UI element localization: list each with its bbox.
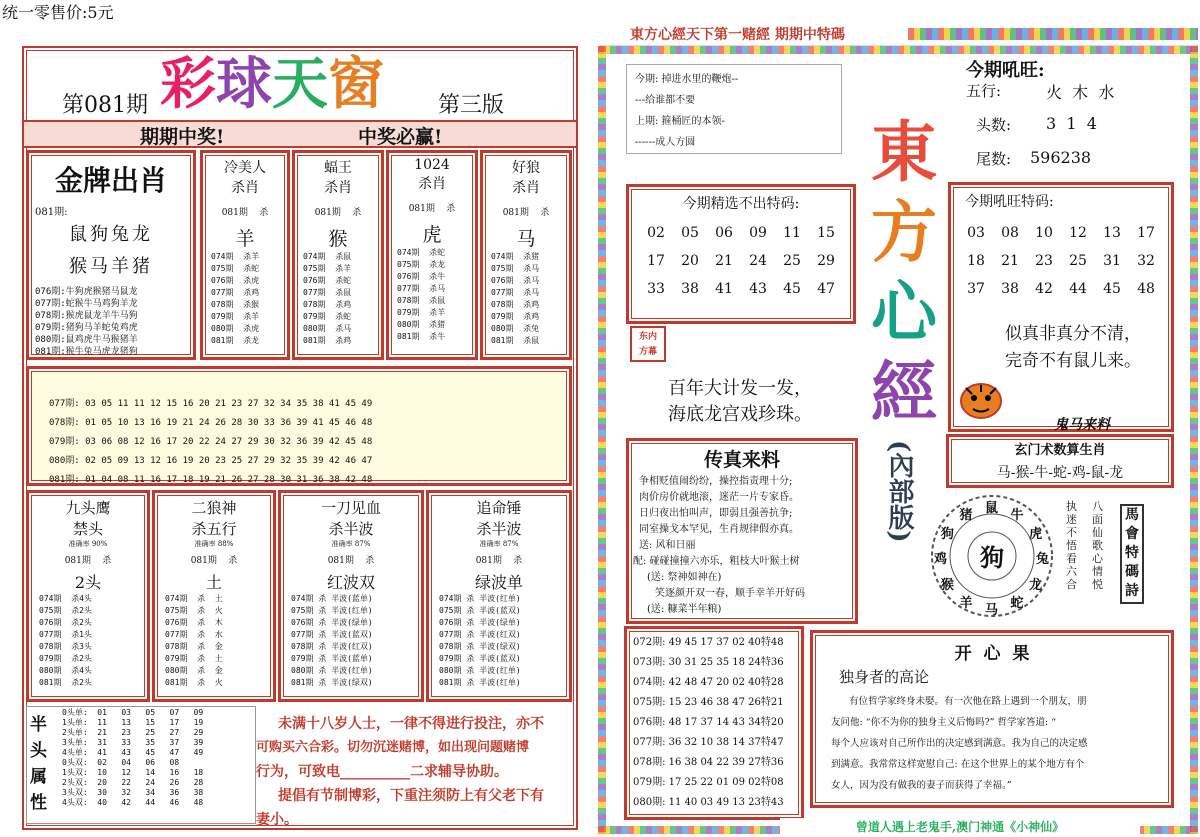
- number-cell: 25: [1069, 253, 1087, 269]
- mid-box-row: 081期 杀 半波(绿双): [291, 678, 373, 687]
- stamp: [630, 326, 666, 362]
- number-cell: 05: [681, 225, 699, 241]
- kill-box: [386, 150, 478, 360]
- banner-flowers: [908, 28, 1198, 40]
- prosper-verse-2: 完奇不有鼠儿来。: [1005, 351, 1141, 371]
- mid-box-rate: 准确率 90%: [68, 540, 108, 548]
- history-row: 076期: 48 17 37 14 43 34特20: [633, 717, 784, 728]
- no-special-grid: [639, 225, 843, 297]
- mid-box-row: 076期 杀2头: [39, 618, 92, 627]
- mid-box-title: 追命锤: [476, 499, 522, 517]
- number-cell: 45: [1103, 281, 1121, 297]
- side-verse-2: 八面仙歌心情悦: [1092, 500, 1103, 591]
- number-cell: 03: [967, 225, 985, 241]
- seal-stamp: 馬會特碼詩: [1120, 504, 1144, 604]
- kill-box-subtitle: 杀肖: [418, 176, 446, 192]
- numbers-box: [26, 366, 572, 486]
- mid-box-title: 一刀见血: [320, 499, 381, 517]
- mid-box-rate: 准确率 87%: [331, 540, 371, 548]
- attr-row: 4头单: 41 43 45 47 49: [62, 748, 204, 757]
- big-title-char: 東: [871, 113, 937, 191]
- kill-box-subtitle: 杀肖: [512, 180, 540, 196]
- kill-box-row: 078期 杀鸡: [491, 300, 540, 309]
- attr-row: 3头双: 30 32 34 36 38: [62, 788, 204, 797]
- fax-line: (送: 糠菜半年粮): [647, 604, 722, 615]
- wheel-animal: 兔: [1036, 552, 1050, 567]
- attr-rows: [62, 708, 252, 808]
- kill-box: [292, 150, 384, 360]
- kill-box-row: 075期 杀龙: [397, 260, 446, 269]
- kill-box-row: 077期 杀马: [491, 288, 540, 297]
- kill-box-period: 081期 杀: [314, 208, 362, 218]
- warning-line: 行为，可致电__________二求辅导协助。: [256, 764, 508, 780]
- kill-box-row: 081期 杀鼠: [491, 336, 540, 345]
- gold-line-2: 猴马羊猪: [69, 256, 153, 277]
- mid-box-period: 081期 杀: [64, 556, 112, 566]
- mid-box-row: 080期 杀4头: [39, 666, 92, 675]
- number-cell: 32: [1137, 253, 1155, 269]
- attr-row: 0头双: 02 04 06 08: [62, 758, 180, 767]
- gold-history-row: 077期:蛇猴牛马鸡狗羊龙: [35, 299, 138, 309]
- stamp-line: 方幕: [638, 347, 657, 357]
- fax-title: 传真来料: [703, 449, 780, 471]
- mid-box-subtitle: 杀半波: [476, 520, 522, 538]
- gold-history-row: 080期:鼠鸡虎牛马猴猪羊: [35, 335, 138, 345]
- numbers-row: 080期: 02 05 09 13 12 16 19 20 23 25 27 29 32 35 39 42 46 47: [49, 456, 373, 466]
- attr-row: 2头单: 21 23 25 27 29: [62, 728, 204, 737]
- joke-box: [810, 630, 1174, 808]
- mid-box-row: 077期 杀1头: [39, 630, 92, 639]
- floral-border-right: [1190, 46, 1198, 834]
- footer-text: 曾道人遇上老鬼手,澳门神通《小神仙》: [780, 818, 1140, 835]
- logo-char-2: 球: [216, 51, 272, 117]
- mid-box-row: 079期 杀 半波(蓝单): [291, 654, 373, 663]
- attr-label-char: 性: [30, 793, 47, 813]
- fax-line: 肉价房价就地滚，迷茫一片专家昏。: [639, 492, 799, 503]
- warning-line: 妻小。: [256, 812, 298, 828]
- kill-box-row: 075期 杀蛇: [211, 264, 260, 273]
- kill-box-row: 081期 杀鸡: [303, 336, 352, 345]
- big-title-char: 心: [871, 273, 937, 351]
- mid-box-row: 075期 杀 半波(红单): [291, 606, 373, 615]
- mid-box-row: 076期 杀 半波(绿单): [439, 618, 521, 627]
- number-cell: 45: [783, 281, 801, 297]
- kill-box-value: 羊: [235, 228, 255, 250]
- gold-history-row: 081期:猴牛兔马虎龙猪狗: [35, 347, 138, 357]
- mid-box-row: 074期 杀 土: [165, 594, 223, 603]
- mid-box-period: 081期 杀: [475, 556, 523, 566]
- mid-box-row: 077期 杀 半波(红双): [439, 630, 521, 639]
- mid-box: [278, 490, 424, 702]
- mid-box-row: 078期 杀 半波(红双): [291, 642, 373, 651]
- poem-box: [626, 64, 842, 154]
- banner-text: 東方心經天下第一赌經 期期中特碼: [630, 27, 845, 43]
- wheel-center: 狗: [980, 543, 1004, 572]
- wheel-animal: 牛: [1010, 507, 1024, 523]
- issue-label: 第081期: [62, 93, 148, 118]
- mid-box-row: 078期 杀3头: [39, 642, 92, 651]
- history-row: 078期: 16 38 04 22 39 27特36: [633, 757, 784, 768]
- kill-box: [200, 150, 290, 360]
- kill-box-period: 081期 杀: [408, 204, 456, 214]
- number-cell: 43: [749, 281, 767, 297]
- attr-row: 4头双: 40 42 44 46 48: [62, 798, 204, 807]
- fax-line: 送: 风和日丽: [639, 540, 696, 551]
- number-cell: 48: [1137, 281, 1155, 297]
- number-cell: 41: [715, 281, 733, 297]
- fax-line: 配: 碰碰撞撞六亦乐，粗枝大叶猴土树: [633, 556, 800, 567]
- number-cell: 09: [749, 225, 767, 241]
- kill-box-row: 074期 杀蛇: [397, 248, 446, 257]
- head-value: 3 1 4: [1046, 114, 1097, 133]
- kill-box-row: 077期 杀鸡: [211, 288, 260, 297]
- logo: [160, 51, 384, 117]
- joke-line: 到满意。我常常这样宽慰自己: 在这个世界上的某个地方有个: [831, 759, 1085, 770]
- head-label: 头数:: [976, 116, 1012, 134]
- number-cell: 44: [1069, 281, 1087, 297]
- mid-box-row: 081期 杀 半波(红单): [439, 678, 521, 687]
- kill-box-row: 080期 杀兔: [491, 324, 540, 333]
- prosper-special-title: 今期吼旺特码:: [965, 194, 1054, 210]
- gold-period: 081期:: [35, 207, 68, 218]
- mid-box-row: 081期 杀 火: [165, 678, 223, 687]
- kill-box-row: 075期 杀羊: [303, 264, 352, 273]
- mid-box-subtitle: 杀五行: [191, 520, 237, 538]
- mid-box-row: 079期 杀2头: [39, 654, 92, 663]
- mid-box-rate: 准确率 88%: [194, 540, 234, 548]
- mid-box-row: 080期 杀 半波(红单): [439, 666, 521, 675]
- stamp-line: 东内: [638, 332, 657, 342]
- mid-box-rate: 准确率 87%: [479, 540, 519, 548]
- wuxing-label: 五行:: [966, 82, 1002, 100]
- no-special-title: 今期精选不出特码:: [682, 196, 800, 212]
- no-special-box: [626, 184, 856, 324]
- joke-title: 开 心 果: [954, 644, 1030, 664]
- kill-box-row: 081期 杀牛: [397, 332, 446, 341]
- verse-mid-1: 百年大计发一发，: [668, 378, 812, 399]
- joke-line: 友问他: “你不为你的独身主义后悔吗?” 哲学家答道: “: [831, 717, 1057, 728]
- number-cell: 02: [647, 225, 665, 241]
- kill-box-row: 076期 杀虎: [211, 276, 260, 285]
- number-cell: 06: [715, 225, 733, 241]
- wheel-animal: 猴: [940, 577, 954, 593]
- fax-lines: [633, 474, 845, 618]
- fax-box: [626, 438, 858, 624]
- poem-line: 今期: 掉进水里的鞭炮--: [635, 74, 739, 85]
- xuanmen-seq: 马-猴-牛-蛇-鸡-鼠-龙: [996, 465, 1124, 481]
- number-cell: 15: [817, 225, 835, 241]
- number-cell: 23: [1035, 253, 1053, 269]
- wheel-animal: 鸡: [934, 552, 948, 567]
- kill-box-value: 虎: [422, 224, 442, 246]
- attr-row: 0头单: 01 03 05 07 09: [62, 708, 204, 717]
- attr-row: 1头双: 10 12 14 16 18: [62, 768, 204, 777]
- logo-char-3: 天: [272, 51, 328, 117]
- poem-line: 上期: 箍桶匠的本领-: [635, 116, 725, 127]
- joke-line: 每个人应该对自己所作出的决定感到满意。我为自己的决定感: [831, 738, 1088, 749]
- kill-box-value: 马: [516, 228, 536, 250]
- fax-line: 同室操戈本罕见，生肖规律假亦真。: [639, 524, 799, 535]
- fax-line: (送: 祭神如神在): [647, 572, 722, 583]
- poem-line: ------成人方圆: [635, 137, 696, 148]
- wheel-animal: 鼠: [985, 501, 999, 516]
- number-cell: 17: [647, 253, 665, 269]
- wheel-animal: 虎: [1029, 526, 1043, 542]
- mid-box-row: 076期 杀 木: [165, 618, 223, 627]
- mid-box-row: 074期 杀 半波(蓝单): [291, 594, 373, 603]
- kill-box-row: 075期 杀马: [491, 264, 540, 273]
- history-row: 075期: 15 23 46 38 47 26特21: [633, 697, 784, 708]
- number-cell: 29: [817, 253, 835, 269]
- wheel-animal: 龙: [1029, 577, 1043, 593]
- logo-char-1: 彩: [160, 51, 216, 117]
- kill-box-row: 074期 杀鼠: [303, 252, 352, 261]
- mid-box-value: 土: [205, 573, 222, 592]
- mid-box: [152, 490, 276, 702]
- kill-box-row: 077期 杀马: [397, 284, 446, 293]
- mid-box-subtitle: 杀半波: [328, 520, 374, 538]
- kill-box-row: 076期 杀牛: [397, 272, 446, 281]
- number-cell: 25: [783, 253, 801, 269]
- number-cell: 17: [1137, 225, 1155, 241]
- kill-box-subtitle: 杀肖: [324, 180, 352, 196]
- mid-box-period: 081期 杀: [190, 556, 238, 566]
- number-cell: 42: [1035, 281, 1053, 297]
- logo-char-4: 窗: [328, 51, 384, 117]
- mid-box-row: 080期 杀 金: [165, 666, 223, 675]
- big-title-char: 方: [871, 193, 937, 271]
- gold-history: [35, 286, 187, 358]
- attr-row: 3头单: 31 33 35 37 39: [62, 738, 204, 747]
- big-title-char: 經: [871, 353, 937, 431]
- prosper-verse-1: 似真非真分不清，: [1005, 324, 1141, 344]
- number-cell: 12: [1069, 225, 1087, 241]
- big-title: [862, 112, 946, 432]
- warning-line: 未满十八岁人士，一律不得进行投注，亦不: [278, 716, 544, 732]
- number-cell: 38: [1001, 281, 1019, 297]
- kill-box-period: 081期 杀: [221, 208, 269, 218]
- wheel-animal: 羊: [959, 596, 973, 612]
- number-cell: 37: [967, 281, 985, 297]
- wuxing-value: 火 木 水: [1046, 83, 1115, 102]
- number-cell: 20: [681, 253, 699, 269]
- mid-box: [426, 490, 572, 702]
- mid-box-row: 081期 杀2头: [39, 678, 92, 687]
- numbers-row: 079期: 03 06 08 12 16 17 20 22 24 27 29 30 32 36 39 42 45 48: [49, 437, 373, 447]
- attr-label-char: 半: [30, 715, 47, 735]
- gold-history-row: 079期:猪狗马羊蛇兔鸡虎: [35, 323, 138, 333]
- number-cell: 21: [715, 253, 733, 269]
- mid-box-value: 绿波单: [474, 573, 523, 592]
- attr-label-char: 头: [30, 741, 47, 761]
- kill-box-row: 076期 杀蛇: [303, 276, 352, 285]
- mid-box-row: 077期 杀 水: [165, 630, 223, 639]
- xuanmen-box: [946, 434, 1174, 488]
- attr-row: 1头单: 11 13 15 17 19: [62, 718, 204, 727]
- attr-row: 2头双: 20 22 24 26 28: [62, 778, 204, 787]
- kill-box-subtitle: 杀肖: [231, 180, 259, 196]
- number-cell: 31: [1103, 253, 1121, 269]
- mid-box-row: 074期 杀4头: [39, 594, 92, 603]
- mid-box-row: 078期 杀 半波(绿双): [439, 642, 521, 651]
- mid-box-row: 077期 杀 半波(蓝双): [291, 630, 373, 639]
- number-cell: 18: [967, 253, 985, 269]
- kill-box-title: 好狼: [512, 160, 540, 176]
- kill-box-title: 蝠王: [324, 160, 352, 176]
- kill-box-row: 081期 杀龙: [211, 336, 260, 345]
- number-cell: 11: [783, 225, 801, 241]
- mid-box-row: 080期 杀 半波(红单): [291, 666, 373, 675]
- mid-box-row: 074期 杀 半波(红单): [439, 594, 521, 603]
- fax-line: 日归夜出怕叫声，即弱且强善抗争;: [639, 508, 793, 519]
- numbers-row: 078期: 01 05 10 13 16 19 21 24 26 28 30 33 36 39 41 45 46 48: [49, 418, 373, 428]
- kill-box-row: 080期 杀虎: [211, 324, 260, 333]
- history-row: 079期: 17 25 22 01 09 02特08: [633, 777, 784, 788]
- warning-line: 提倡有节制博彩，下重注须防上有父老下有: [278, 788, 544, 804]
- mid-box-row: 079期 杀 半波(蓝双): [439, 654, 521, 663]
- poem-line: ---给谁都不要: [635, 95, 696, 106]
- kill-box: [480, 150, 572, 360]
- kill-box-row: 077期 杀鼠: [303, 288, 352, 297]
- history-row: 074期: 42 48 47 20 02 40特28: [633, 677, 784, 688]
- mid-box-row: 079期 杀 土: [165, 654, 223, 663]
- wheel-animal: 蛇: [1010, 596, 1024, 612]
- history-row: 073期: 30 31 25 35 18 24特36: [633, 657, 784, 668]
- number-cell: 47: [817, 281, 835, 297]
- tiger-icon: [958, 380, 1004, 420]
- wheel-animal: 猪: [959, 507, 973, 523]
- number-cell: 10: [1035, 225, 1053, 241]
- mid-box-row: 075期 杀2头: [39, 606, 92, 615]
- kill-box-row: 080期 杀猪: [397, 320, 446, 329]
- kill-box-value: 猴: [328, 228, 348, 250]
- mid-box-subtitle: 禁头: [72, 520, 103, 538]
- number-cell: 21: [1001, 253, 1019, 269]
- prosper-special-grid: [959, 225, 1163, 297]
- tail-label: 尾数:: [976, 150, 1012, 168]
- warning-text: [256, 712, 574, 832]
- kill-box-title: 1024: [414, 157, 450, 173]
- kill-box-row: 080期 杀马: [303, 324, 352, 333]
- joke-line: 有位哲学家终身未娶。有一次他在路上遇到一个朋友，朋: [849, 696, 1087, 707]
- numbers-row: 077期: 03 05 11 11 12 15 16 20 21 23 27 32 34 35 38 41 45 49: [49, 399, 373, 409]
- kill-box-row: 074期 杀猪: [491, 252, 540, 261]
- number-cell: 13: [1103, 225, 1121, 241]
- slogan-2: 中奖必赢!: [358, 126, 443, 148]
- kill-box-row: 076期 杀马: [491, 276, 540, 285]
- attr-label: [30, 712, 52, 816]
- wheel-animal: 狗: [940, 526, 954, 542]
- kill-box-row: 078期 杀鸡: [303, 300, 352, 309]
- gold-history-row: 078期:猴虎鼠龙羊牛马狗: [35, 311, 138, 321]
- numbers-row: 081期: 01 04 08 11 16 17 18 19 21 26 27 28 30 31 36 38 42 48: [49, 475, 373, 485]
- edition-label: 第三版: [438, 93, 505, 118]
- price-label: 统一零售价:5元: [2, 3, 114, 22]
- number-cell: 33: [647, 281, 665, 297]
- side-verse-1: 执迷不悟看六合: [1066, 500, 1077, 591]
- kill-box-row: 078期 杀鼠: [397, 296, 446, 305]
- tail-value: 596238: [1030, 148, 1092, 167]
- joke-line: 女人，因为没有做我的妻子而获得了幸福。”: [831, 780, 1012, 791]
- joke-lines: [831, 691, 1153, 796]
- history-row: 077期: 36 32 10 38 14 37特47: [633, 737, 784, 748]
- gold-line-1: 鼠狗兔龙: [69, 224, 153, 245]
- mid-box-value: 2头: [74, 573, 102, 592]
- mid-box-period: 081期 杀: [327, 556, 375, 566]
- history-row: 072期: 49 45 17 37 02 40特48: [633, 637, 784, 648]
- mid-box-row: 076期 杀 半波(绿单): [291, 618, 373, 627]
- history-row: 080期: 11 40 03 49 13 23特43: [633, 797, 784, 808]
- gold-history-row: 076期:牛狗虎猴猪马鼠龙: [35, 287, 138, 297]
- slogan-1: 期期中奖!: [140, 126, 225, 148]
- prosper-title: 今期吼旺:: [966, 60, 1045, 81]
- mid-box-row: 075期 杀 火: [165, 606, 223, 615]
- floral-border-top: [598, 46, 1198, 54]
- mid-box-value: 红波双: [326, 573, 375, 592]
- mid-box-title: 九头鹰: [65, 499, 111, 517]
- gold-title: 金牌出肖: [54, 164, 167, 197]
- fax-line: 争相贬值闹纷纷，操控指责理十分;: [639, 476, 793, 487]
- kill-box-title: 冷美人: [224, 160, 266, 176]
- mid-box-title: 二狼神: [191, 499, 237, 517]
- mid-box-row: 078期 杀 金: [165, 642, 223, 651]
- kill-box-row: 078期 杀猴: [211, 300, 260, 309]
- kill-box-row: 079期 杀鸡: [491, 312, 540, 321]
- big-subtitle: (內部版): [884, 440, 914, 543]
- xuanmen-title: 玄门术数算生肖: [1014, 443, 1106, 458]
- history-box: [624, 626, 804, 820]
- warning-line: 可购买六合彩。切勿沉迷赌博，如出现问题赌博: [256, 740, 530, 755]
- attr-label-char: 属: [30, 767, 47, 787]
- kill-box-row: 074期 杀羊: [211, 252, 260, 261]
- slogan-bar: [24, 120, 576, 148]
- kill-box-period: 081期 杀: [502, 208, 550, 218]
- number-cell: 38: [681, 281, 699, 297]
- tiger-caption: 鬼马来料: [1054, 417, 1110, 433]
- kill-box-row: 079期 杀蛇: [303, 312, 352, 321]
- gold-box: [26, 150, 196, 360]
- verse-mid-2: 海底龙宫戏珍珠。: [668, 404, 812, 425]
- wheel-animal: 马: [985, 603, 999, 618]
- kill-box-row: 079期 杀羊: [397, 308, 446, 317]
- fax-line: 笑逐颜开双一春，顺手幸羊开好码: [655, 588, 805, 599]
- floral-border-left: [598, 46, 606, 834]
- number-cell: 08: [1001, 225, 1019, 241]
- mid-box: [26, 490, 150, 702]
- number-cell: 24: [749, 253, 767, 269]
- joke-sub: 独身者的高论: [839, 668, 930, 686]
- mid-box-row: 075期 杀 半波(蓝双): [439, 606, 521, 615]
- kill-box-row: 079期 杀羊: [211, 312, 260, 321]
